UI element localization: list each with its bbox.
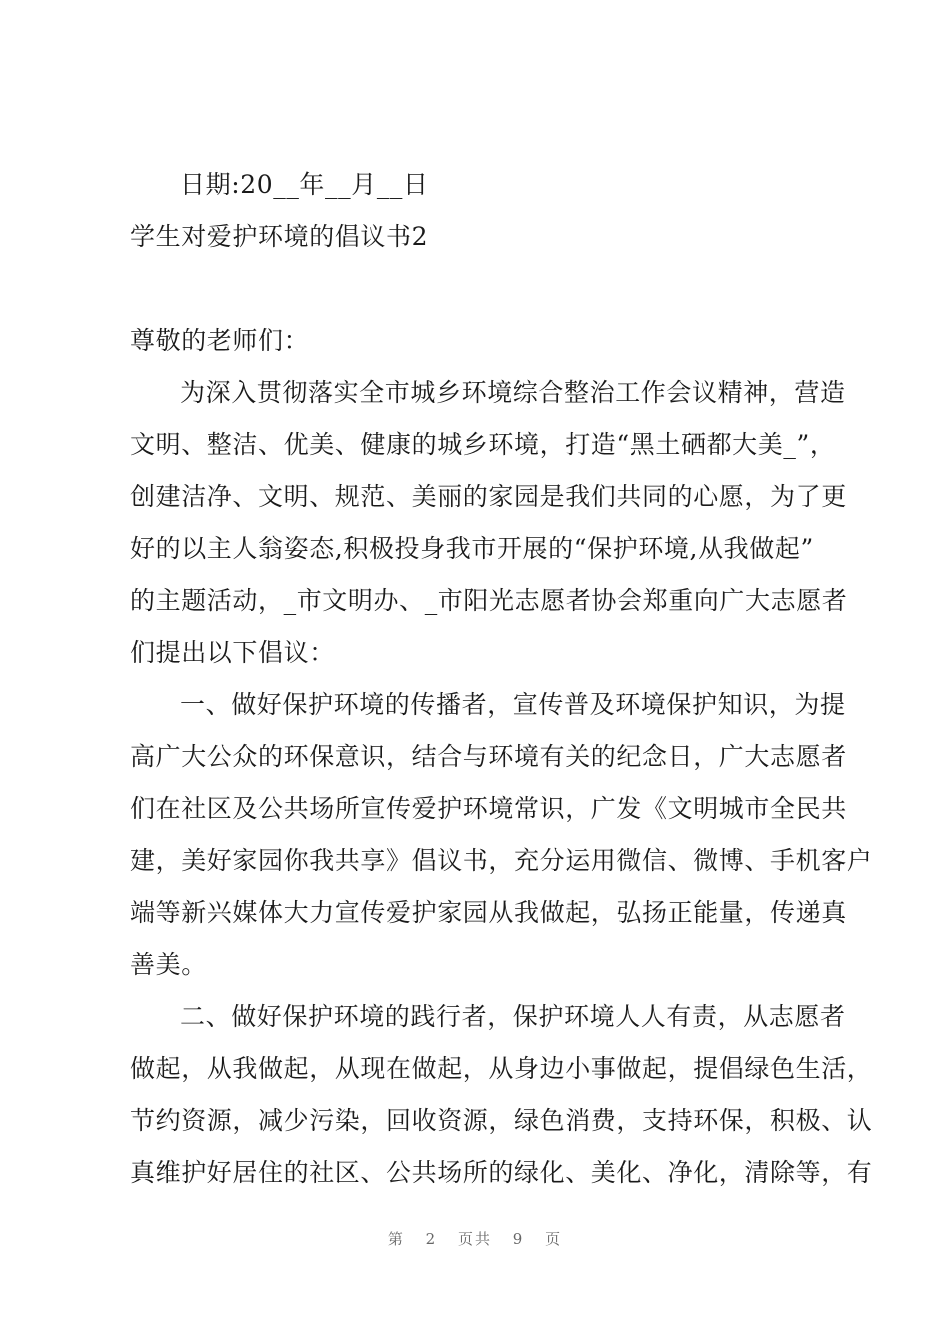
paragraph-line: 真维护好居住的社区、公共场所的绿化、美化、净化，清除等，有 xyxy=(130,1158,873,1187)
paragraph-line: 善美。 xyxy=(130,950,207,979)
paragraph-line: 为深入贯彻落实全市城乡环境综合整治工作会议精神，营造 xyxy=(180,378,846,407)
document-title: 学生对爱护环境的倡议书2 xyxy=(130,222,429,251)
paragraph-line: 们在社区及公共场所宣传爱护环境常识，广发《文明城市全民共 xyxy=(130,794,847,823)
paragraph-line: 的主题活动，_市文明办、_市阳光志愿者协会郑重向广大志愿者 xyxy=(130,586,848,615)
footer-mid: 页共 xyxy=(457,1230,492,1248)
paragraph-line: 一、做好保护环境的传播者，宣传普及环境保护知识，为提 xyxy=(180,690,846,719)
footer-suffix: 页 xyxy=(545,1230,563,1248)
paragraph-line: 创建洁净、文明、规范、美丽的家园是我们共同的心愿，为了更 xyxy=(130,482,847,511)
footer-prefix: 第 xyxy=(387,1230,405,1248)
paragraph-line: 做起，从我做起，从现在做起，从身边小事做起，提倡绿色生活， xyxy=(130,1054,873,1083)
paragraph-line: 高广大公众的环保意识，结合与环境有关的纪念日，广大志愿者 xyxy=(130,742,847,771)
paragraph-line: 端等新兴媒体大力宣传爱护家园从我做起，弘扬正能量，传递真 xyxy=(130,898,847,927)
paragraph-line: 文明、整洁、优美、健康的城乡环境，打造“黑土硒都大美_”， xyxy=(130,430,836,459)
current-page-number: 2 xyxy=(425,1230,438,1248)
page-footer xyxy=(0,1228,950,1249)
paragraph-line: 建，美好家园你我共享》倡议书，充分运用微信、微博、手机客户 xyxy=(130,846,873,875)
paragraph-line: 节约资源，减少污染，回收资源，绿色消费，支持环保，积极、认 xyxy=(130,1106,873,1135)
salutation: 尊敬的老师们： xyxy=(130,326,310,355)
total-pages-number: 9 xyxy=(512,1230,525,1248)
paragraph-line: 好的以主人翁姿态,积极投身我市开展的“保护环境,从我做起” xyxy=(130,534,814,563)
date-line: 日期:20__年__月__日 xyxy=(180,170,429,199)
paragraph-line: 二、做好保护环境的践行者，保护环境人人有责，从志愿者 xyxy=(180,1002,846,1031)
paragraph-line: 们提出以下倡议： xyxy=(130,638,335,667)
